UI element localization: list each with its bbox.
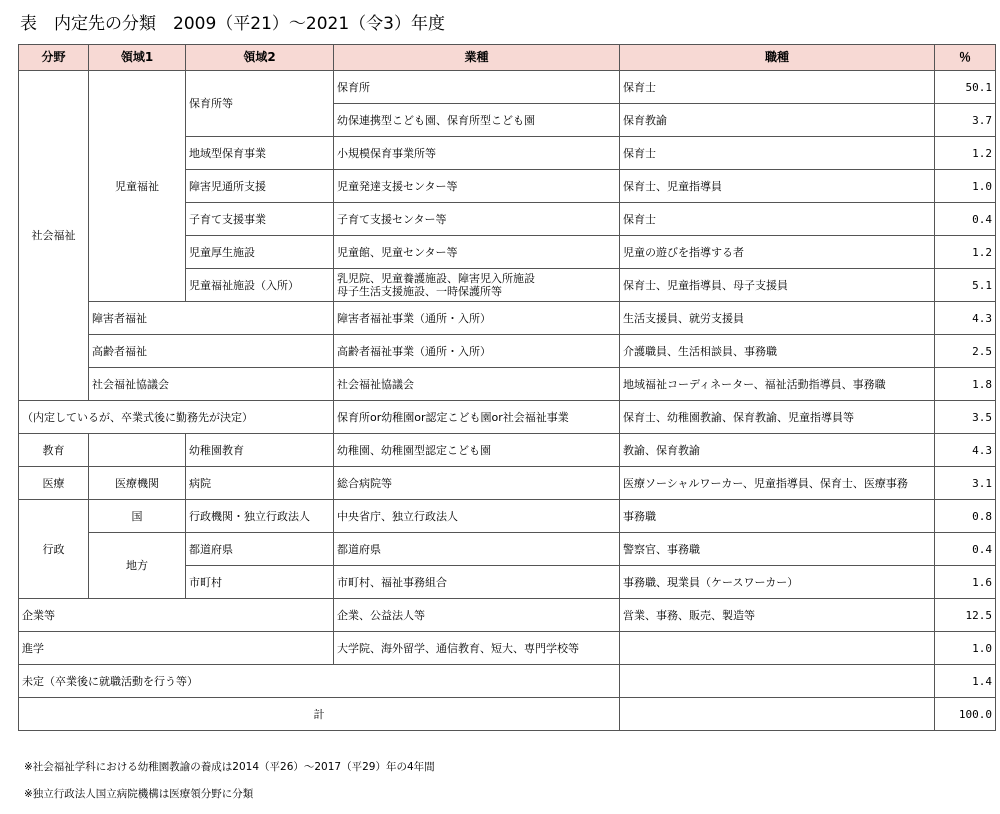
domain2-cell: 地域型保育事業 [186,137,334,170]
industry-line: 乳児院、児童養護施設、障害児入所施設 [337,272,535,285]
job-cell [620,665,935,698]
job-cell: 事務職 [620,500,935,533]
domain2-cell: 児童厚生施設 [186,236,334,269]
field-cell: 教育 [19,434,89,467]
field-cell: 行政 [19,500,89,599]
table-row [19,335,996,368]
table-row [19,401,996,434]
job-cell: 地域福祉コーディネーター、福祉活動指導員、事務職 [620,368,935,401]
field-cell: 進学 [19,632,334,665]
industry-cell: 幼稚園、幼稚園型認定こども園 [334,434,620,467]
total-label: 計 [19,698,620,731]
field-cell: 社会福祉 [19,71,89,401]
header-field: 分野 [19,45,89,71]
job-cell: 医療ソーシャルワーカー、児童指導員、保育士、医療事務 [620,467,935,500]
pct-cell: 1.8 [935,368,996,401]
field-cell: 医療 [19,467,89,500]
job-cell: 教諭、保育教諭 [620,434,935,467]
job-cell: 保育士、児童指導員 [620,170,935,203]
footnote: ※社会福祉学科における幼稚園教諭の養成は2014（平26）～2017（平29）年の4年間 [24,761,435,773]
domain1-cell: 地方 [89,533,186,599]
domain1-cell: 児童福祉 [89,71,186,302]
industry-cell [334,269,620,302]
job-cell: 保育士、幼稚園教諭、保育教諭、児童指導員等 [620,401,935,434]
industry-cell: 大学院、海外留学、通信教育、短大、専門学校等 [334,632,620,665]
table-row [19,434,996,467]
table-row [19,302,996,335]
header-industry: 業種 [334,45,620,71]
pct-cell: 1.6 [935,566,996,599]
industry-cell: 企業、公益法人等 [334,599,620,632]
domain2-cell: 市町村 [186,566,334,599]
footnote: ※独立行政法人国立病院機構は医療領分野に分類 [24,788,254,800]
job-cell: 保育士 [620,203,935,236]
pct-cell: 0.8 [935,500,996,533]
industry-cell: 保育所or幼稚園or認定こども園or社会福祉事業 [334,401,620,434]
industry-cell: 児童発達支援センター等 [334,170,620,203]
pct-cell: 1.2 [935,236,996,269]
domain1-cell: 障害者福祉 [89,302,334,335]
domain2-cell: 都道府県 [186,533,334,566]
pct-cell: 1.0 [935,170,996,203]
pct-cell: 1.0 [935,632,996,665]
pct-cell: 0.4 [935,203,996,236]
industry-cell: 中央省庁、独立行政法人 [334,500,620,533]
domain1-cell: 国 [89,500,186,533]
pct-cell: 3.5 [935,401,996,434]
domain2-cell: 子育て支援事業 [186,203,334,236]
pct-cell: 4.3 [935,302,996,335]
domain2-cell: 保育所等 [186,71,334,137]
table-title: 表 内定先の分類 2009（平21）～2021（令3）年度 [20,14,445,34]
job-cell: 児童の遊びを指導する者 [620,236,935,269]
table-row [19,500,996,533]
pct-cell: 0.4 [935,533,996,566]
header-row [19,45,996,71]
total-row [19,698,996,731]
job-cell: 営業、事務、販売、製造等 [620,599,935,632]
job-cell [620,632,935,665]
table-row [19,71,996,104]
table-row [19,632,996,665]
field-cell: 未定（卒業後に就職活動を行う等） [19,665,620,698]
pct-cell: 50.1 [935,71,996,104]
pct-cell: 4.3 [935,434,996,467]
industry-cell: 障害者福祉事業（通所・入所） [334,302,620,335]
industry-cell: 子育て支援センター等 [334,203,620,236]
job-cell: 事務職、現業員（ケースワーカー） [620,566,935,599]
industry-cell: 保育所 [334,71,620,104]
industry-cell: 高齢者福祉事業（通所・入所） [334,335,620,368]
pct-cell: 12.5 [935,599,996,632]
table-row [19,533,996,566]
industry-cell: 小規模保育事業所等 [334,137,620,170]
header-domain1: 領域1 [89,45,186,71]
pct-cell: 2.5 [935,335,996,368]
pending-label-cell: （内定しているが、卒業式後に勤務先が決定） [19,401,334,434]
header-job: 職種 [620,45,935,71]
pct-cell: 3.7 [935,104,996,137]
job-cell: 介護職員、生活相談員、事務職 [620,335,935,368]
industry-cell: 児童館、児童センター等 [334,236,620,269]
job-cell: 保育士 [620,71,935,104]
domain1-cell: 医療機関 [89,467,186,500]
industry-cell: 都道府県 [334,533,620,566]
domain2-cell: 児童福祉施設（入所） [186,269,334,302]
field-cell: 企業等 [19,599,334,632]
header-domain2: 領域2 [186,45,334,71]
domain2-cell: 病院 [186,467,334,500]
job-cell: 生活支援員、就労支援員 [620,302,935,335]
table-row [19,467,996,500]
industry-cell: 市町村、福祉事務組合 [334,566,620,599]
domain2-cell: 障害児通所支援 [186,170,334,203]
total-pct: 100.0 [935,698,996,731]
pct-cell: 5.1 [935,269,996,302]
job-cell: 保育教諭 [620,104,935,137]
job-cell: 保育士 [620,137,935,170]
industry-cell: 幼保連携型こども園、保育所型こども園 [334,104,620,137]
table-row [19,599,996,632]
placement-table [18,44,996,731]
domain1-cell: 高齢者福祉 [89,335,334,368]
job-cell: 保育士、児童指導員、母子支援員 [620,269,935,302]
domain1-cell [89,434,186,467]
pct-cell: 1.2 [935,137,996,170]
domain2-cell: 幼稚園教育 [186,434,334,467]
table-row [19,665,996,698]
header-pct: ％ [935,45,996,71]
industry-cell: 総合病院等 [334,467,620,500]
job-cell: 警察官、事務職 [620,533,935,566]
industry-line: 母子生活支援施設、一時保護所等 [337,285,502,298]
pct-cell: 1.4 [935,665,996,698]
job-cell [620,698,935,731]
pct-cell: 3.1 [935,467,996,500]
domain1-cell: 社会福祉協議会 [89,368,334,401]
domain2-cell: 行政機関・独立行政法人 [186,500,334,533]
industry-cell: 社会福祉協議会 [334,368,620,401]
table-row [19,368,996,401]
